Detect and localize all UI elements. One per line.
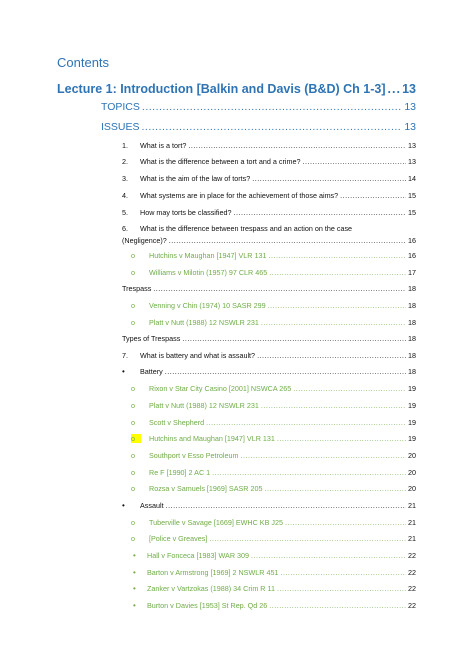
toc-page-number: 16 [408,236,416,245]
toc-entry-label: What is battery and what is assault? [140,351,256,360]
toc-page-number: 18 [408,301,416,310]
dot-leader [241,451,407,460]
toc-entry-case[interactable] [131,468,416,477]
toc-entry-case[interactable] [133,551,416,560]
toc-entry-label: TOPICS [101,101,140,113]
dot-leader [277,584,406,593]
dot-leader [209,534,406,543]
toc-entry-case[interactable] [131,451,416,460]
bullet-icon: • [122,367,125,376]
toc-entry-label: Rixon v Star City Casino [2001] NSWCA 265 [149,384,292,393]
toc-entry-label: What is the aim of the law of torts? [140,174,251,183]
toc-entry-case[interactable] [133,601,416,610]
toc-page-number: 19 [408,401,416,410]
toc-page-number: 13 [402,82,416,96]
circle-bullet-icon: o [131,384,135,393]
bullet-icon: • [122,501,125,510]
toc-entry-case[interactable] [131,534,416,543]
toc-entry-label: What systems are in place for the achievement of those aims? [140,191,339,200]
bullet-icon: • [133,584,136,593]
circle-bullet-icon: o [131,401,135,410]
toc-page-number: 13 [408,157,416,166]
toc-page-number: 14 [408,174,416,183]
toc-page-number: 15 [408,191,416,200]
toc-entry-label: ISSUES [101,121,140,133]
toc-entry[interactable] [122,501,416,510]
toc-entry-case[interactable] [131,268,416,277]
toc-entry-label: Types of Trespass [122,334,181,343]
highlighted-circle-bullet-icon: o [131,434,141,443]
circle-bullet-icon: o [131,468,135,477]
circle-bullet-icon: o [131,301,135,310]
dot-leader [142,101,402,113]
toc-entry[interactable] [122,191,416,200]
bullet-icon: • [133,551,136,560]
circle-bullet-icon: o [131,318,135,327]
toc-entry-label: How may torts be classified? [140,208,232,217]
toc-entry-case[interactable] [131,518,416,527]
dot-leader [261,401,406,410]
numbering-marker: 2. [122,157,128,166]
toc-entry-label: What is the difference between trespass and an action on the case [140,224,353,233]
numbering-marker: 1. [122,141,128,150]
numbering-marker: 3. [122,174,128,183]
toc-entry-label: Williams v Milotin (1957) 97 CLR 465 [149,268,268,277]
toc-page-number: 22 [408,568,416,577]
toc-entry-case[interactable] [131,251,416,260]
dot-leader [142,121,403,133]
toc-entry[interactable] [122,208,416,217]
toc-entry[interactable] [122,334,416,343]
dot-leader [252,174,406,183]
dot-leader [182,334,406,343]
toc-page-number: 13 [408,141,416,150]
circle-bullet-icon: o [131,418,135,427]
toc-entry-case[interactable] [131,384,416,393]
dot-leader [153,284,406,293]
dot-leader [233,208,406,217]
toc-entry[interactable] [122,141,416,150]
toc-entry-label: Hall v Fonceca [1983] WAR 309 [147,551,250,560]
dot-leader [166,501,406,510]
numbering-marker: 5. [122,208,128,217]
numbering-marker: 4. [122,191,128,200]
toc-entry-label: Re F [1990] 2 AC 1 [149,468,211,477]
dot-leader [261,318,406,327]
toc-entry-topics[interactable] [101,101,416,113]
toc-page-number: 18 [408,367,416,376]
dot-leader [165,367,406,376]
toc-entry-label: Southport v Esso Petroleum [149,451,239,460]
toc-entry-label: Hutchins v Maughan [1947] VLR 131 [149,251,267,260]
toc-entry-label: Venning v Chin (1974) 10 SASR 299 [149,301,266,310]
circle-bullet-icon: o [131,534,135,543]
dot-leader [269,268,406,277]
dot-leader [188,141,406,150]
toc-entry-label: Battery [140,367,163,376]
toc-page-number: 22 [408,551,416,560]
toc-entry-case[interactable] [131,418,416,427]
toc-entry-label: Trespass [122,284,152,293]
toc-entry-label: Barton v Armstrong [1969] 2 NSWLR 451 [147,568,279,577]
toc-page-number: 20 [408,484,416,493]
toc-entry-issues[interactable] [101,121,416,133]
toc-entry-line-1[interactable] [122,224,416,233]
toc-page-number: 21 [408,534,416,543]
toc-page-number: 22 [408,584,416,593]
toc-entry-label: Assault [140,501,164,510]
contents-heading: Contents [57,55,110,70]
toc-page-number: 18 [408,334,416,343]
toc-page-number: 19 [408,384,416,393]
toc-entry-label: [Police v Greaves] [149,534,208,543]
toc-entry-label: Zanker v Vartzokas (1988) 34 Crim R 11 [147,584,275,593]
toc-page-number: 19 [408,418,416,427]
toc-page-number: 18 [408,318,416,327]
toc-entry-label-continued: (Negligence)? [122,236,167,245]
toc-page-number: 20 [408,451,416,460]
toc-entry[interactable] [122,284,416,293]
toc-page-number: 16 [408,251,416,260]
toc-entry-label: Burton v Davies [1953] St Rep. Qd 26 [147,601,268,610]
dot-leader [388,82,401,96]
dot-leader [340,191,406,200]
toc-entry-label: Platt v Nutt (1988) 12 NSWLR 231 [149,318,259,327]
toc-entry-line-2[interactable] [122,236,416,245]
toc-entry-case[interactable] [131,434,416,443]
dot-leader [169,236,406,245]
dot-leader [269,601,406,610]
toc-entry-case[interactable] [131,301,416,310]
toc-page-number: 20 [408,468,416,477]
toc-entry[interactable] [122,367,416,376]
dot-leader [268,251,406,260]
circle-bullet-icon: o [131,484,135,493]
toc-page-number: 21 [408,518,416,527]
dot-leader [277,434,406,443]
dot-leader [268,301,406,310]
toc-entry-case[interactable] [131,484,416,493]
toc-entry-label: What is a tort? [140,141,187,150]
toc-entry[interactable] [122,351,416,360]
dot-leader [206,418,406,427]
toc-entry-label: Lecture 1: Introduction [Balkin and Davis (B&D) Ch 1-3] [57,82,386,96]
bullet-icon: • [133,568,136,577]
dot-leader [257,351,406,360]
dot-leader [293,384,406,393]
numbering-marker: 7. [122,351,128,360]
toc-entry-label: What is the difference between a tort and a crime? [140,157,301,166]
toc-entry-case[interactable] [131,318,416,327]
toc-entry-case[interactable] [133,568,416,577]
toc-page-number: 13 [404,121,416,133]
toc-page-number: 21 [408,501,416,510]
circle-bullet-icon: o [131,251,135,260]
circle-bullet-icon: o [131,451,135,460]
toc-page-number: 22 [408,601,416,610]
dot-leader [212,468,406,477]
toc-entry[interactable] [122,157,416,166]
toc-page-number: 19 [408,434,416,443]
toc-entry-case[interactable] [131,401,416,410]
numbering-marker: 6. [122,224,128,233]
toc-entry[interactable] [122,174,416,183]
toc-entry-label: Hutchins and Maughan [1947] VLR 131 [149,434,275,443]
toc-page-number: 17 [408,268,416,277]
dot-leader [251,551,406,560]
dot-leader [302,157,406,166]
circle-bullet-icon: o [131,268,135,277]
toc-entry-label: Tuberville v Savage [1669] EWHC KB J25 [149,518,283,527]
toc-entry-case[interactable] [133,584,416,593]
bullet-icon: • [133,601,136,610]
dot-leader [264,484,406,493]
circle-bullet-icon: o [131,518,135,527]
dot-leader [285,518,406,527]
toc-page-number: 15 [408,208,416,217]
toc-page-number: 13 [404,101,416,113]
toc-page-number: 18 [408,284,416,293]
toc-page-number: 18 [408,351,416,360]
toc-entry-lecture-1[interactable] [57,82,416,96]
toc-entry-label: Scott v Shepherd [149,418,205,427]
dot-leader [280,568,406,577]
toc-entry-label: Rozsa v Samuels [1969] SASR 205 [149,484,263,493]
toc-entry-label: Platt v Nutt (1988) 12 NSWLR 231 [149,401,259,410]
